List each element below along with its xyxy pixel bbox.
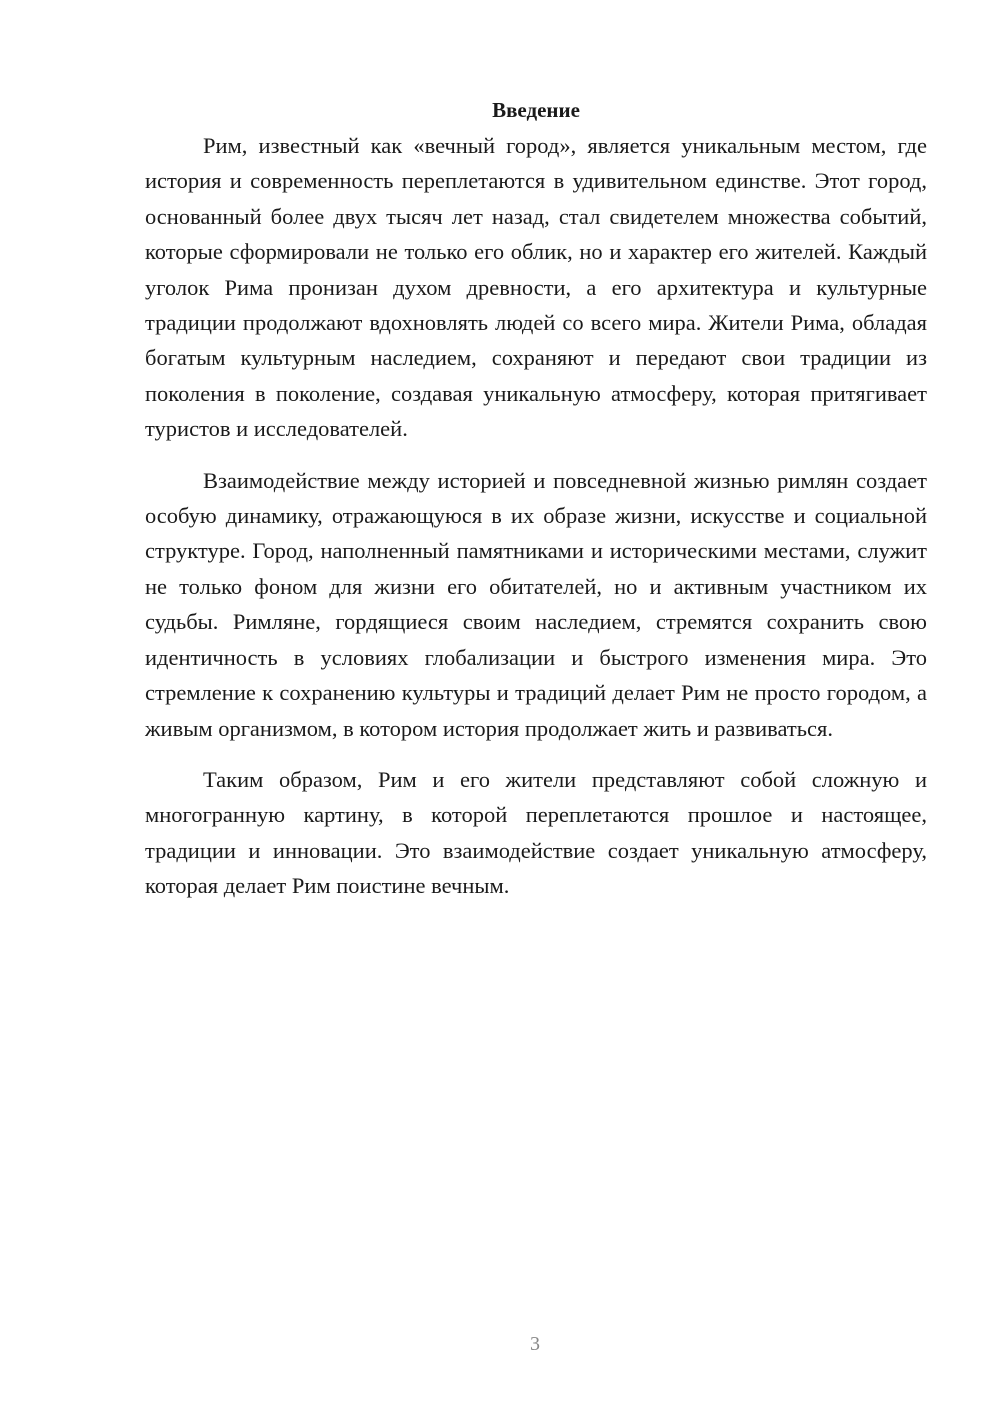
section-heading: Введение — [492, 98, 580, 122]
document-body — [145, 92, 927, 920]
paragraph-2: Взаимодействие между историей и повседневной жизнью римлян создает особую динамику, отражающуюся в их образе жизни, искусстве и социальной структуре. Город, наполненный памятниками и историческими местами, служит не только фоном для жизни его обитателей, но и активным участником их судьбы. Римляне, гордящиеся своим наследием, стремятся сохранить свою идентичность в условиях глобализации и быстрого изменения мира. Это стремление к сохранению культуры и традиций делает Рим не просто городом, а живым организмом, в котором история продолжает жить и развиваться. — [145, 467, 927, 741]
page-number: 3 — [530, 1333, 540, 1355]
paragraph-1: Рим, известный как «вечный город», является уникальным местом, где история и современность переплетаются в удивительном единстве. Этот город, основанный более двух тысяч лет назад, стал свидетелем множества событий, которые сформировали не только его облик, но и характер его жителей. Каждый уголок Рима пронизан духом древности, а его архитектура и культурные традиции продолжают вдохновлять людей со всего мира. Жители Рима, обладая богатым культурным наследием, сохраняют и передают свои традиции из поколения в поколение, создавая уникальную атмосферу, которая притягивает туристов и исследователей. — [145, 133, 927, 442]
paragraph-3: Таким образом, Рим и его жители представляют собой сложную и многогранную картину, в которой переплетаются прошлое и настоящее, традиции и инновации. Это взаимодействие создает уникальную атмосферу, которая делает Рим поистине вечным. — [145, 766, 927, 899]
